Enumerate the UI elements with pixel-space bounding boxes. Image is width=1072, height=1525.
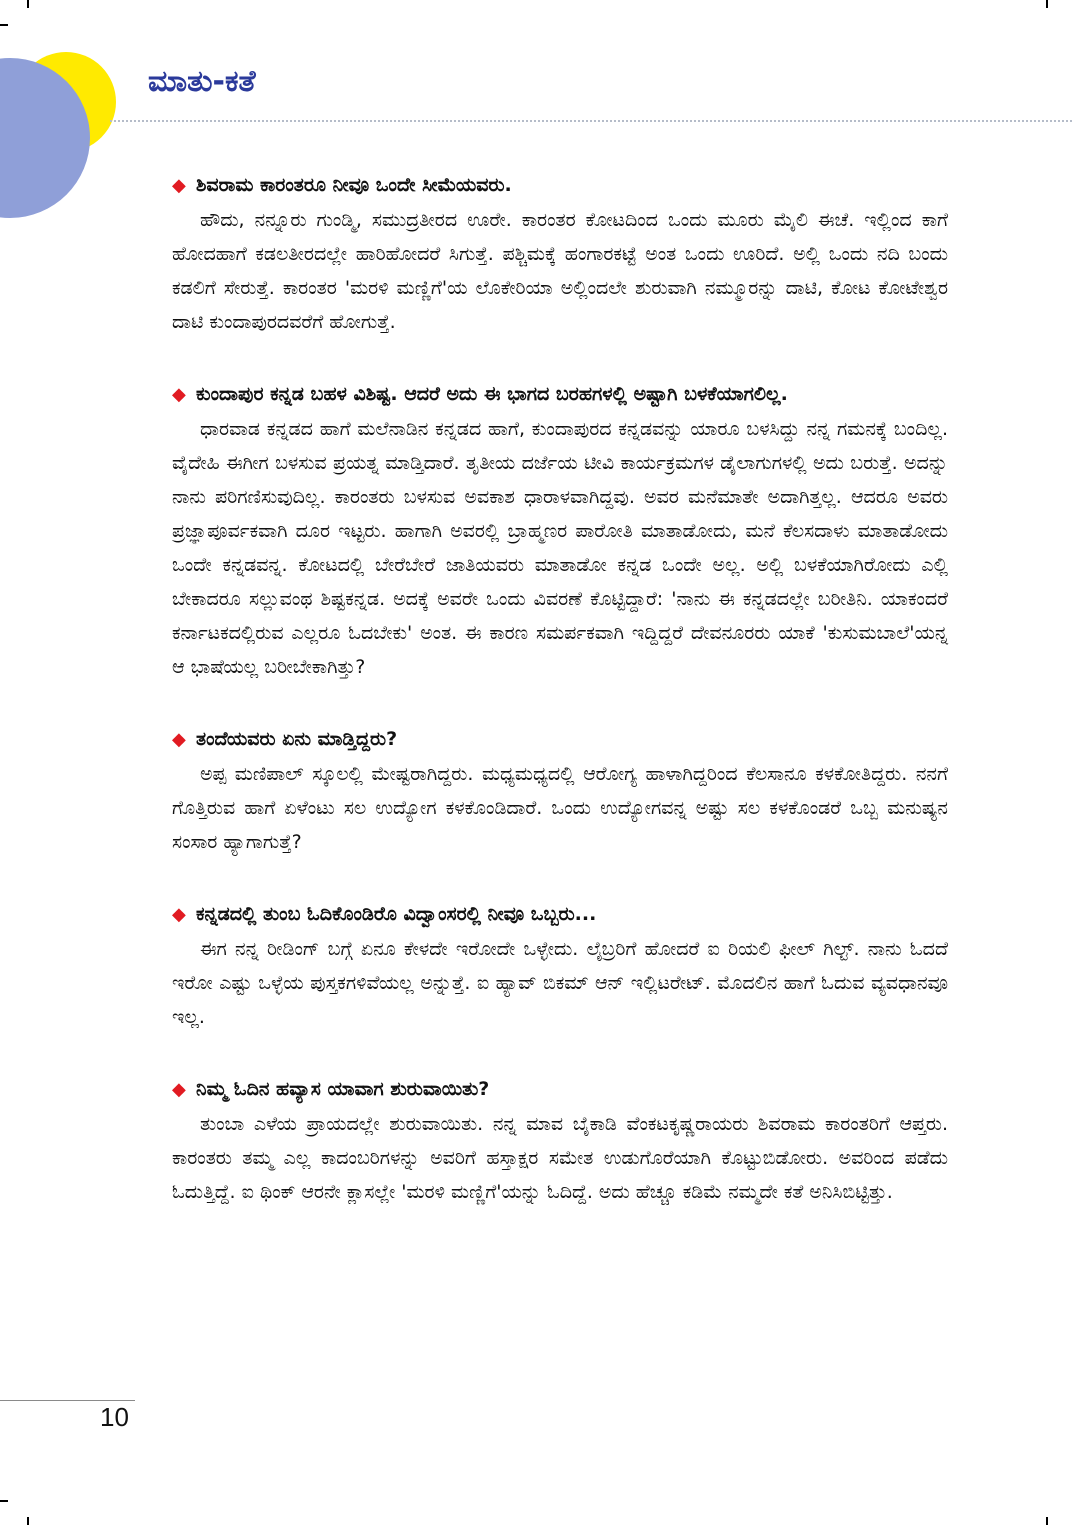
section-title: ಮಾತು-ಕತೆ xyxy=(148,64,256,99)
diamond-bullet-icon: ◆ xyxy=(172,175,186,196)
question-text: ಶಿವರಾಮ ಕಾರಂತರೂ ನೀವೂ ಒಂದೇ ಸೀಮೆಯವರು. xyxy=(196,174,512,196)
crop-mark xyxy=(1046,1517,1048,1525)
qa-block xyxy=(172,1072,948,1209)
article-body xyxy=(172,168,948,1247)
question xyxy=(172,722,948,757)
crop-mark xyxy=(1046,0,1048,8)
qa-block xyxy=(172,377,948,684)
question-text: ನಿಮ್ಮ ಓದಿನ ಹವ್ಯಾಸ ಯಾವಾಗ ಶುರುವಾಯಿತು? xyxy=(196,1078,490,1100)
crop-mark xyxy=(0,1500,8,1502)
diamond-bullet-icon: ◆ xyxy=(172,1079,186,1100)
crop-mark xyxy=(0,24,8,26)
question xyxy=(172,897,948,932)
answer-text: ತುಂಬಾ ಎಳೆಯ ಪ್ರಾಯದಲ್ಲೇ ಶುರುವಾಯಿತು. ನನ್ನ ಮಾವ ಬೈಕಾಡಿ ವೆಂಕಟಕೃಷ್ಣರಾಯರು ಶಿವರಾಮ ಕಾರಂತರಿಗೆ ಆಪ್ತರು. ಕಾರಂತರು ತಮ್ಮ ಎಲ್ಲ ಕಾದಂಬರಿಗಳನ್ನು ಅವರಿಗೆ ಹಸ್ತಾಕ್ಷರ ಸಮೇತ ಉಡುಗೊರೆಯಾಗಿ ಕೊಟ್ಟುಬಿಡೋರು. ಅವರಿಂದ ಪಡೆದು ಓದುತ್ತಿದ್ದೆ. ಐ ಥಿಂಕ್ ಆರನೇ ಕ್ಲಾಸಲ್ಲೇ 'ಮರಳಿ ಮಣ್ಣಿಗೆ'ಯನ್ನು ಓದಿದ್ದೆ. ಅದು ಹೆಚ್ಚೂ ಕಡಿಮೆ ನಮ್ಮದೇ ಕತೆ ಅನಿಸಿಬಿಟ್ಟಿತ್ತು. xyxy=(172,1113,948,1203)
crop-mark xyxy=(27,0,29,8)
diamond-bullet-icon: ◆ xyxy=(172,904,186,925)
answer-text: ಅಪ್ಪ ಮಣಿಪಾಲ್ ಸ್ಕೂಲಲ್ಲಿ ಮೇಷ್ಟರಾಗಿದ್ದರು. ಮಧ್ಯಮಧ್ಯದಲ್ಲಿ ಆರೋಗ್ಯ ಹಾಳಾಗಿದ್ದರಿಂದ ಕೆಲಸಾನೂ ಕಳಕೋತಿದ್ದರು. ನನಗೆ ಗೊತ್ತಿರುವ ಹಾಗೆ ಏಳೆಂಟು ಸಲ ಉದ್ಯೋಗ ಕಳಕೊಂಡಿದಾರೆ. ಒಂದು ಉದ್ಯೋಗವನ್ನ ಅಷ್ಟು ಸಲ ಕಳಕೊಂಡರೆ ಒಬ್ಬ ಮನುಷ್ಯನ ಸಂಸಾರ ಹ್ಯಾಗಾಗುತ್ತೆ? xyxy=(172,763,948,853)
diamond-bullet-icon: ◆ xyxy=(172,384,186,405)
page-number: 10 xyxy=(100,1402,129,1432)
question xyxy=(172,168,948,203)
answer-text: ಈಗ ನನ್ನ ರೀಡಿಂಗ್ ಬಗ್ಗೆ ಏನೂ ಕೇಳದೇ ಇರೋದೇ ಒಳ್ಳೇದು. ಲೈಬ್ರರಿಗೆ ಹೋದರೆ ಐ ರಿಯಲಿ ಫೀಲ್ ಗಿಲ್ಟ್. ನಾನು ಓದದೆ ಇರೋ ಎಷ್ಟು ಒಳ್ಳೆಯ ಪುಸ್ತಕಗಳಿವೆಯಲ್ಲ ಅನ್ನುತ್ತೆ. ಐ ಹ್ಯಾವ್ ಬಿಕಮ್ ಆನ್ ಇಲ್ಲಿಟರೇಟ್. ಮೊದಲಿನ ಹಾಗೆ ಓದುವ ವ್ಯವಧಾನವೂ ಇಲ್ಲ. xyxy=(172,938,948,1028)
qa-block xyxy=(172,168,948,339)
answer-text: ಹೌದು, ನನ್ನೂರು ಗುಂಡ್ಮಿ, ಸಮುದ್ರತೀರದ ಊರೇ. ಕಾರಂತರ ಕೋಟದಿಂದ ಒಂದು ಮೂರು ಮೈಲಿ ಈಚೆ. ಇಲ್ಲಿಂದ ಕಾಗೆ ಹೋದಹಾಗೆ ಕಡಲತೀರದಲ್ಲೇ ಹಾರಿಹೋದರೆ ಸಿಗುತ್ತೆ. ಪಶ್ಚಿಮಕ್ಕೆ ಹಂಗಾರಕಟ್ಟೆ ಅಂತ ಒಂದು ಊರಿದೆ. ಅಲ್ಲಿ ಒಂದು ನದಿ ಬಂದು ಕಡಲಿಗೆ ಸೇರುತ್ತೆ. ಕಾರಂತರ 'ಮರಳಿ ಮಣ್ಣಿಗೆ'ಯ ಲೊಕೇರಿಯಾ ಅಲ್ಲಿಂದಲೇ ಶುರುವಾಗಿ ನಮ್ಮೂರನ್ನು ದಾಟಿ, ಕೋಟ ಕೋಟೇಶ್ವರ ದಾಟಿ ಕುಂದಾಪುರದವರೆಗೆ ಹೋಗುತ್ತೆ. xyxy=(172,209,948,333)
question xyxy=(172,377,948,412)
answer-text: ಧಾರವಾಡ ಕನ್ನಡದ ಹಾಗೆ ಮಲೆನಾಡಿನ ಕನ್ನಡದ ಹಾಗೆ, ಕುಂದಾಪುರದ ಕನ್ನಡವನ್ನು ಯಾರೂ ಬಳಸಿದ್ದು ನನ್ನ ಗಮನಕ್ಕೆ ಬಂದಿಲ್ಲ. ವೈದೇಹಿ ಈಗೀಗ ಬಳಸುವ ಪ್ರಯತ್ನ ಮಾಡ್ತಿದಾರೆ. ತೃತೀಯ ದರ್ಜೆಯ ಟೀವಿ ಕಾರ್ಯಕ್ರಮಗಳ ಡೈಲಾಗುಗಳಲ್ಲಿ ಅದು ಬರುತ್ತೆ. ಅದನ್ನು ನಾನು ಪರಿಗಣಿಸುವುದಿಲ್ಲ. ಕಾರಂತರು ಬಳಸುವ ಅವಕಾಶ ಧಾರಾಳವಾಗಿದ್ದವು. ಅವರ ಮನೆಮಾತೇ ಅದಾಗಿತ್ತಲ್ಲ. ಆದರೂ ಅವರು ಪ್ರಜ್ಞಾಪೂರ್ವಕವಾಗಿ ದೂರ ಇಟ್ಟರು. ಹಾಗಾಗಿ ಅವರಲ್ಲಿ ಬ್ರಾಹ್ಮಣರ ಪಾರೋತಿ ಮಾತಾಡೋದು, ಮನೆ ಕೆಲಸದಾಳು ಮಾತಾಡೋದು ಒಂದೇ ಕನ್ನಡವನ್ನ. ಕೋಟದಲ್ಲಿ ಬೇರೆಬೇರೆ ಜಾತಿಯವರು ಮಾತಾಡೋ ಕನ್ನಡ ಒಂದೇ ಅಲ್ಲ. ಅಲ್ಲಿ ಬಳಕೆಯಾಗಿರೋದು ಎಲ್ಲಿ ಬೇಕಾದರೂ ಸಲ್ಲುವಂಥ ಶಿಷ್ಟಕನ್ನಡ. ಅದಕ್ಕೆ ಅವರೇ ಒಂದು ವಿವರಣೆ ಕೊಟ್ಟಿದ್ದಾರೆ: 'ನಾನು ಈ ಕನ್ನಡದಲ್ಲೇ ಬರೀತಿನಿ. ಯಾಕಂದರೆ ಕರ್ನಾಟಕದಲ್ಲಿರುವ ಎಲ್ಲರೂ ಓದಬೇಕು' ಅಂತ. ಈ ಕಾರಣ ಸಮರ್ಪಕವಾಗಿ ಇದ್ದಿದ್ದರೆ ದೇವನೂರರು ಯಾಕೆ 'ಕುಸುಮಬಾಲೆ'ಯನ್ನ ಆ ಭಾಷೆಯಲ್ಲ ಬರೀಬೇಕಾಗಿತ್ತು? xyxy=(172,418,948,678)
dotted-divider xyxy=(110,120,1072,122)
question xyxy=(172,1072,948,1107)
diamond-bullet-icon: ◆ xyxy=(172,729,186,750)
crop-mark xyxy=(27,1517,29,1525)
qa-block xyxy=(172,897,948,1034)
question-text: ಕನ್ನಡದಲ್ಲಿ ತುಂಬ ಓದಿಕೊಂಡಿರೊ ವಿದ್ವಾಂಸರಲ್ಲಿ ನೀವೂ ಒಬ್ಬರು... xyxy=(196,903,597,925)
qa-block xyxy=(172,722,948,859)
question-text: ತಂದೆಯವರು ಏನು ಮಾಡ್ತಿದ್ದರು? xyxy=(196,728,398,750)
footer-divider xyxy=(0,1400,135,1401)
question-text: ಕುಂದಾಪುರ ಕನ್ನಡ ಬಹಳ ವಿಶಿಷ್ಟ. ಆದರೆ ಅದು ಈ ಭಾಗದ ಬರಹಗಳಲ್ಲಿ ಅಷ್ಟಾಗಿ ಬಳಕೆಯಾಗಲಿಲ್ಲ. xyxy=(196,383,788,405)
